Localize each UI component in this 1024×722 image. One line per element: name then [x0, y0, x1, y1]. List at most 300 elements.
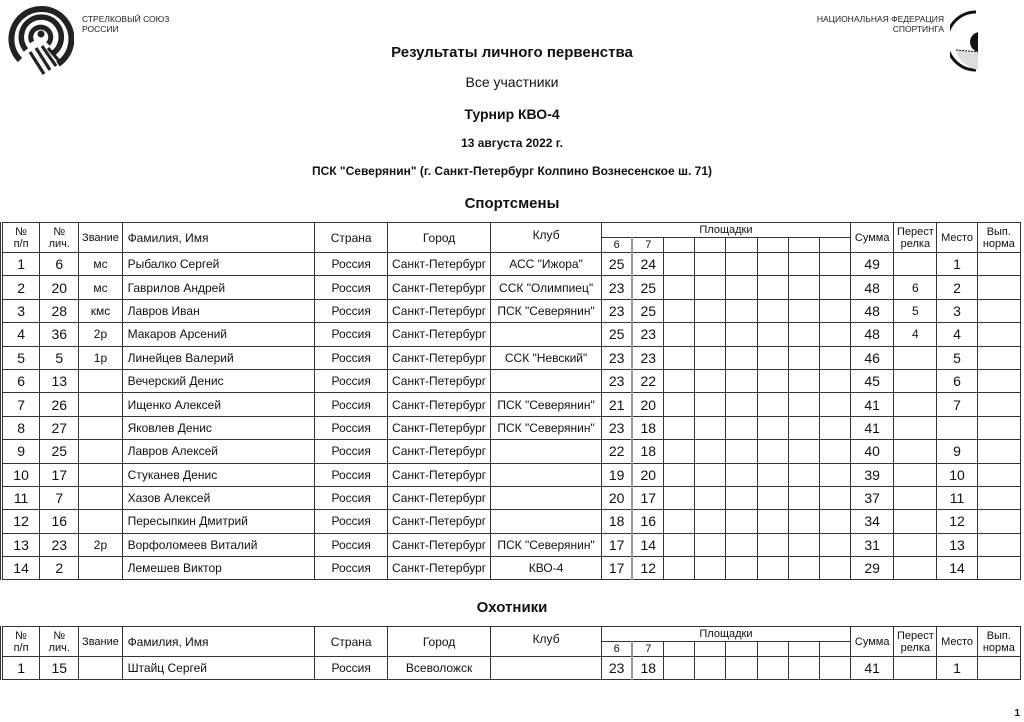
cell-name: Яковлев Денис: [122, 416, 315, 439]
cell-club: [491, 510, 602, 533]
cell-stand-score: [819, 657, 850, 680]
cell-stand-score: [695, 657, 726, 680]
cell-rank: [79, 393, 122, 416]
cell-stand-score: 14: [632, 533, 663, 556]
cell-stand-score: 16: [632, 510, 663, 533]
header-row: [2, 627, 1021, 642]
cell-stand-score: 12: [632, 557, 663, 580]
results-table-hunters: [0, 626, 1021, 680]
org-left-line-2: РОССИИ: [82, 24, 119, 34]
cell-club: ПСК "Северянин": [491, 299, 602, 322]
cell-name: Ищенко Алексей: [122, 393, 315, 416]
cell-norm: [977, 533, 1020, 556]
sporting-federation-logo-icon: [950, 6, 978, 72]
cell-country: Россия: [315, 393, 387, 416]
header-line: лич.: [48, 237, 70, 250]
cell-city: Санкт-Петербург: [387, 253, 490, 276]
cell-num-lic: 27: [40, 416, 79, 439]
cell-country: Россия: [315, 533, 387, 556]
cell-name: Штайц Сергей: [122, 657, 315, 680]
cell-city: Санкт-Петербург: [387, 510, 490, 533]
col-header-place: Место: [937, 223, 977, 253]
cell-stand-score: [664, 299, 695, 322]
cell-stand-score: [726, 510, 757, 533]
col-header-stand: [726, 238, 757, 253]
cell-stand-score: 21: [601, 393, 632, 416]
cell-name: Лемешев Виктор: [122, 557, 315, 580]
cell-club: [491, 369, 602, 392]
cell-shootoff: [894, 657, 937, 680]
cell-num-pp: 10: [2, 463, 40, 486]
cell-stand-score: [788, 557, 819, 580]
cell-place: 6: [937, 369, 977, 392]
cell-stand-score: [788, 346, 819, 369]
cell-club: ПСК "Северянин": [491, 416, 602, 439]
cell-stand-score: [788, 253, 819, 276]
col-header-stand: 7: [632, 238, 663, 253]
cell-total: 37: [851, 486, 894, 509]
cell-rank: [79, 557, 122, 580]
page-number: 1: [1014, 708, 1020, 719]
cell-num-pp: 13: [2, 533, 40, 556]
cell-stand-score: 18: [632, 440, 663, 463]
cell-country: Россия: [315, 276, 387, 299]
cell-club: [491, 463, 602, 486]
header-line: Перест: [896, 629, 934, 642]
cell-city: Санкт-Петербург: [387, 416, 490, 439]
cell-stand-score: 20: [601, 486, 632, 509]
cell-place: 7: [937, 393, 977, 416]
cell-stand-score: [788, 510, 819, 533]
cell-num-lic: 26: [40, 393, 79, 416]
cell-stand-score: [726, 416, 757, 439]
header-line: №: [15, 629, 27, 642]
table-row: [2, 510, 1021, 533]
cell-total: 31: [851, 533, 894, 556]
cell-club: ССК "Олимпиец": [491, 276, 602, 299]
table-row: [2, 533, 1021, 556]
cell-norm: [977, 416, 1020, 439]
cell-country: Россия: [315, 463, 387, 486]
cell-country: Россия: [315, 486, 387, 509]
cell-stand-score: 23: [601, 369, 632, 392]
cell-total: 41: [851, 393, 894, 416]
cell-place: 2: [937, 276, 977, 299]
cell-shootoff: [894, 463, 937, 486]
cell-stand-score: [757, 486, 788, 509]
col-header-stands: Площадки: [601, 223, 850, 238]
cell-num-pp: 1: [2, 253, 40, 276]
cell-club: [491, 657, 602, 680]
cell-stand-score: [757, 533, 788, 556]
cell-rank: 1р: [79, 346, 122, 369]
cell-rank: кмс: [79, 299, 122, 322]
cell-stand-score: [695, 486, 726, 509]
col-header-stand: 7: [632, 642, 663, 657]
cell-stand-score: [726, 657, 757, 680]
cell-place: 5: [937, 346, 977, 369]
cell-stand-score: [819, 510, 850, 533]
col-header-stand: [819, 642, 850, 657]
col-header-rank: Звание: [79, 223, 122, 253]
cell-stand-score: [819, 276, 850, 299]
cell-stand-score: [788, 657, 819, 680]
cell-total: 46: [851, 346, 894, 369]
cell-stand-score: [695, 276, 726, 299]
shooting-union-logo-icon: [8, 2, 74, 76]
cell-num-pp: 6: [2, 369, 40, 392]
cell-stand-score: [819, 440, 850, 463]
cell-club: [491, 323, 602, 346]
cell-rank: [79, 486, 122, 509]
cell-stand-score: [695, 463, 726, 486]
cell-num-pp: 2: [2, 276, 40, 299]
cell-stand-score: [757, 557, 788, 580]
cell-total: 40: [851, 440, 894, 463]
cell-total: 49: [851, 253, 894, 276]
org-right-line-1: НАЦИОНАЛЬНАЯ ФЕДЕРАЦИЯ: [816, 14, 944, 24]
org-left-name: [82, 14, 169, 34]
header-line: релка: [900, 237, 931, 250]
col-header-place: Место: [937, 627, 977, 657]
cell-rank: мс: [79, 276, 122, 299]
cell-name: Макаров Арсений: [122, 323, 315, 346]
col-header-stands: Площадки: [601, 627, 850, 642]
cell-stand-score: [726, 486, 757, 509]
cell-name: Рыбалко Сергей: [122, 253, 315, 276]
col-header-total: Сумма: [851, 627, 894, 657]
cell-shootoff: [894, 393, 937, 416]
cell-place: 13: [937, 533, 977, 556]
cell-place: 3: [937, 299, 977, 322]
col-header-city: Город: [387, 223, 490, 253]
cell-place: [937, 416, 977, 439]
tournament-date: 13 августа 2022 г.: [461, 136, 563, 150]
cell-club: АСС "Ижора": [491, 253, 602, 276]
cell-stand-score: [664, 557, 695, 580]
cell-name: Ворфоломеев Виталий: [122, 533, 315, 556]
cell-stand-score: [664, 533, 695, 556]
cell-num-lic: 15: [40, 657, 79, 680]
cell-stand-score: [757, 657, 788, 680]
header-line: п/п: [13, 641, 29, 654]
cell-stand-score: [819, 463, 850, 486]
header-line: п/п: [13, 237, 29, 250]
report-subtitle: Все участники: [465, 74, 559, 90]
cell-num-lic: 23: [40, 533, 79, 556]
cell-city: Санкт-Петербург: [387, 557, 490, 580]
tournament-venue: ПСК "Северянин" (г. Санкт-Петербург Колпино Вознесенское ш. 71): [311, 164, 713, 178]
cell-city: Санкт-Петербург: [387, 440, 490, 463]
cell-num-pp: 1: [2, 657, 40, 680]
cell-stand-score: [664, 510, 695, 533]
cell-norm: [977, 510, 1020, 533]
cell-total: 48: [851, 299, 894, 322]
cell-stand-score: 25: [632, 276, 663, 299]
cell-num-lic: 36: [40, 323, 79, 346]
cell-stand-score: [819, 416, 850, 439]
cell-club: [491, 486, 602, 509]
cell-shootoff: [894, 416, 937, 439]
cell-rank: [79, 510, 122, 533]
col-header-stand: [664, 642, 695, 657]
cell-city: Санкт-Петербург: [387, 323, 490, 346]
cell-stand-score: [819, 369, 850, 392]
cell-country: Россия: [315, 440, 387, 463]
col-header-stand: [695, 642, 726, 657]
cell-total: 48: [851, 323, 894, 346]
cell-stand-score: [788, 323, 819, 346]
cell-stand-score: [726, 463, 757, 486]
cell-norm: [977, 557, 1020, 580]
cell-stand-score: [726, 393, 757, 416]
cell-shootoff: [894, 486, 937, 509]
cell-stand-score: [819, 323, 850, 346]
cell-country: Россия: [315, 657, 387, 680]
cell-num-pp: 9: [2, 440, 40, 463]
org-left-line-1: СТРЕЛКОВЫЙ СОЮЗ: [82, 14, 170, 24]
header-line: Перест: [896, 225, 934, 238]
cell-total: 39: [851, 463, 894, 486]
cell-stand-score: [757, 393, 788, 416]
cell-stand-score: 23: [601, 657, 632, 680]
cell-stand-score: [726, 369, 757, 392]
report-title: Результаты личного первенства: [391, 44, 633, 61]
cell-norm: [977, 657, 1020, 680]
cell-stand-score: [757, 276, 788, 299]
cell-city: Санкт-Петербург: [387, 393, 490, 416]
cell-norm: [977, 346, 1020, 369]
table-row: [2, 416, 1021, 439]
cell-country: Россия: [315, 510, 387, 533]
table-row: [2, 463, 1021, 486]
col-header-stand: [788, 642, 819, 657]
cell-num-pp: 5: [2, 346, 40, 369]
cell-shootoff: 4: [894, 323, 937, 346]
cell-num-pp: 3: [2, 299, 40, 322]
col-header-stand: 6: [601, 238, 632, 253]
table-row: [2, 657, 1021, 680]
cell-stand-score: [819, 486, 850, 509]
cell-num-lic: 13: [40, 369, 79, 392]
cell-norm: [977, 299, 1020, 322]
header-line: Вып.: [986, 225, 1011, 238]
cell-rank: [79, 416, 122, 439]
cell-shootoff: [894, 533, 937, 556]
cell-country: Россия: [315, 416, 387, 439]
cell-club: ССК "Невский": [491, 346, 602, 369]
col-header-city: Город: [387, 627, 490, 657]
col-header-stand: [757, 238, 788, 253]
cell-club: [491, 440, 602, 463]
cell-num-lic: 25: [40, 440, 79, 463]
tournament-name: Турнир КВО-4: [464, 106, 560, 122]
cell-place: 11: [937, 486, 977, 509]
cell-stand-score: [664, 253, 695, 276]
cell-shootoff: 6: [894, 276, 937, 299]
cell-rank: 2р: [79, 323, 122, 346]
cell-stand-score: [819, 533, 850, 556]
cell-stand-score: 18: [601, 510, 632, 533]
table-row: [2, 276, 1021, 299]
cell-stand-score: [695, 416, 726, 439]
cell-stand-score: 20: [632, 463, 663, 486]
cell-stand-score: [757, 323, 788, 346]
cell-stand-score: [695, 346, 726, 369]
cell-stand-score: [726, 440, 757, 463]
cell-stand-score: [819, 393, 850, 416]
col-header-club: Клуб: [491, 627, 602, 657]
cell-stand-score: 17: [601, 557, 632, 580]
cell-country: Россия: [315, 323, 387, 346]
cell-shootoff: [894, 253, 937, 276]
cell-stand-score: [664, 486, 695, 509]
cell-stand-score: [726, 533, 757, 556]
cell-total: 29: [851, 557, 894, 580]
cell-num-pp: 14: [2, 557, 40, 580]
cell-norm: [977, 486, 1020, 509]
section-title-sportsmen: Спортсмены: [464, 195, 560, 212]
col-header-country: Страна: [315, 223, 387, 253]
cell-rank: [79, 657, 122, 680]
cell-stand-score: [788, 463, 819, 486]
cell-city: Санкт-Петербург: [387, 463, 490, 486]
cell-rank: [79, 369, 122, 392]
cell-place: 12: [937, 510, 977, 533]
cell-stand-score: [788, 416, 819, 439]
cell-num-lic: 5: [40, 346, 79, 369]
col-header-num-pp: [2, 223, 40, 253]
cell-norm: [977, 369, 1020, 392]
cell-stand-score: [664, 346, 695, 369]
col-header-rank: Звание: [79, 627, 122, 657]
cell-rank: мс: [79, 253, 122, 276]
cell-city: Санкт-Петербург: [387, 299, 490, 322]
cell-stand-score: [757, 440, 788, 463]
cell-stand-score: [757, 510, 788, 533]
cell-stand-score: [664, 276, 695, 299]
table-row: [2, 486, 1021, 509]
cell-num-lic: 6: [40, 253, 79, 276]
cell-total: 48: [851, 276, 894, 299]
cell-place: 1: [937, 253, 977, 276]
cell-club: ПСК "Северянин": [491, 393, 602, 416]
cell-stand-score: [664, 393, 695, 416]
cell-country: Россия: [315, 557, 387, 580]
cell-stand-score: [695, 393, 726, 416]
cell-shootoff: [894, 440, 937, 463]
cell-stand-score: [695, 253, 726, 276]
col-header-stand: [695, 238, 726, 253]
cell-shootoff: [894, 510, 937, 533]
cell-norm: [977, 323, 1020, 346]
cell-stand-score: [664, 440, 695, 463]
cell-stand-score: [726, 323, 757, 346]
cell-norm: [977, 440, 1020, 463]
col-header-stand: 6: [601, 642, 632, 657]
org-right-name: [817, 14, 944, 34]
table-row: [2, 369, 1021, 392]
header-line: №: [53, 225, 66, 238]
header-line: Вып.: [986, 629, 1011, 642]
col-header-stand: [788, 238, 819, 253]
cell-stand-score: 23: [601, 416, 632, 439]
cell-club: ПСК "Северянин": [491, 533, 602, 556]
cell-stand-score: [695, 369, 726, 392]
cell-place: 4: [937, 323, 977, 346]
cell-stand-score: [819, 299, 850, 322]
cell-shootoff: [894, 557, 937, 580]
cell-place: 1: [937, 657, 977, 680]
cell-stand-score: [726, 346, 757, 369]
cell-stand-score: 19: [601, 463, 632, 486]
cell-rank: [79, 463, 122, 486]
header-line: лич.: [48, 641, 70, 654]
cell-stand-score: [726, 253, 757, 276]
table-row: [2, 440, 1021, 463]
col-header-num-lic: [40, 223, 79, 253]
col-header-stand: [726, 642, 757, 657]
cell-stand-score: [695, 533, 726, 556]
cell-rank: 2р: [79, 533, 122, 556]
cell-name: Стуканев Денис: [122, 463, 315, 486]
col-header-stand: [757, 642, 788, 657]
cell-stand-score: 23: [632, 346, 663, 369]
org-right-line-2: СПОРТИНГА: [892, 24, 944, 34]
cell-name: Хазов Алексей: [122, 486, 315, 509]
col-header-club: Клуб: [491, 223, 602, 253]
header-row: [2, 223, 1021, 238]
cell-name: Лавров Алексей: [122, 440, 315, 463]
col-header-name: Фамилия, Имя: [122, 627, 315, 657]
header-line: норма: [982, 641, 1015, 654]
cell-rank: [79, 440, 122, 463]
cell-country: Россия: [315, 253, 387, 276]
cell-stand-score: 18: [632, 657, 663, 680]
cell-stand-score: [788, 393, 819, 416]
cell-stand-score: [757, 346, 788, 369]
cell-num-pp: 8: [2, 416, 40, 439]
cell-num-pp: 12: [2, 510, 40, 533]
cell-total: 41: [851, 657, 894, 680]
cell-name: Лавров Иван: [122, 299, 315, 322]
cell-city: Санкт-Петербург: [387, 486, 490, 509]
cell-num-pp: 11: [2, 486, 40, 509]
cell-num-lic: 2: [40, 557, 79, 580]
cell-stand-score: [757, 253, 788, 276]
table-row: [2, 253, 1021, 276]
cell-stand-score: [664, 416, 695, 439]
cell-stand-score: [788, 486, 819, 509]
cell-stand-score: [664, 323, 695, 346]
cell-num-pp: 4: [2, 323, 40, 346]
cell-stand-score: [726, 557, 757, 580]
col-header-shootoff: [894, 223, 937, 253]
col-header-stand: [664, 238, 695, 253]
header-line: норма: [982, 237, 1015, 250]
col-header-name: Фамилия, Имя: [122, 223, 315, 253]
cell-num-lic: 20: [40, 276, 79, 299]
cell-country: Россия: [315, 369, 387, 392]
cell-stand-score: 22: [601, 440, 632, 463]
cell-norm: [977, 276, 1020, 299]
cell-club: КВО-4: [491, 557, 602, 580]
cell-stand-score: [788, 369, 819, 392]
cell-stand-score: 17: [601, 533, 632, 556]
cell-stand-score: 23: [632, 323, 663, 346]
cell-stand-score: [819, 557, 850, 580]
cell-place: 10: [937, 463, 977, 486]
